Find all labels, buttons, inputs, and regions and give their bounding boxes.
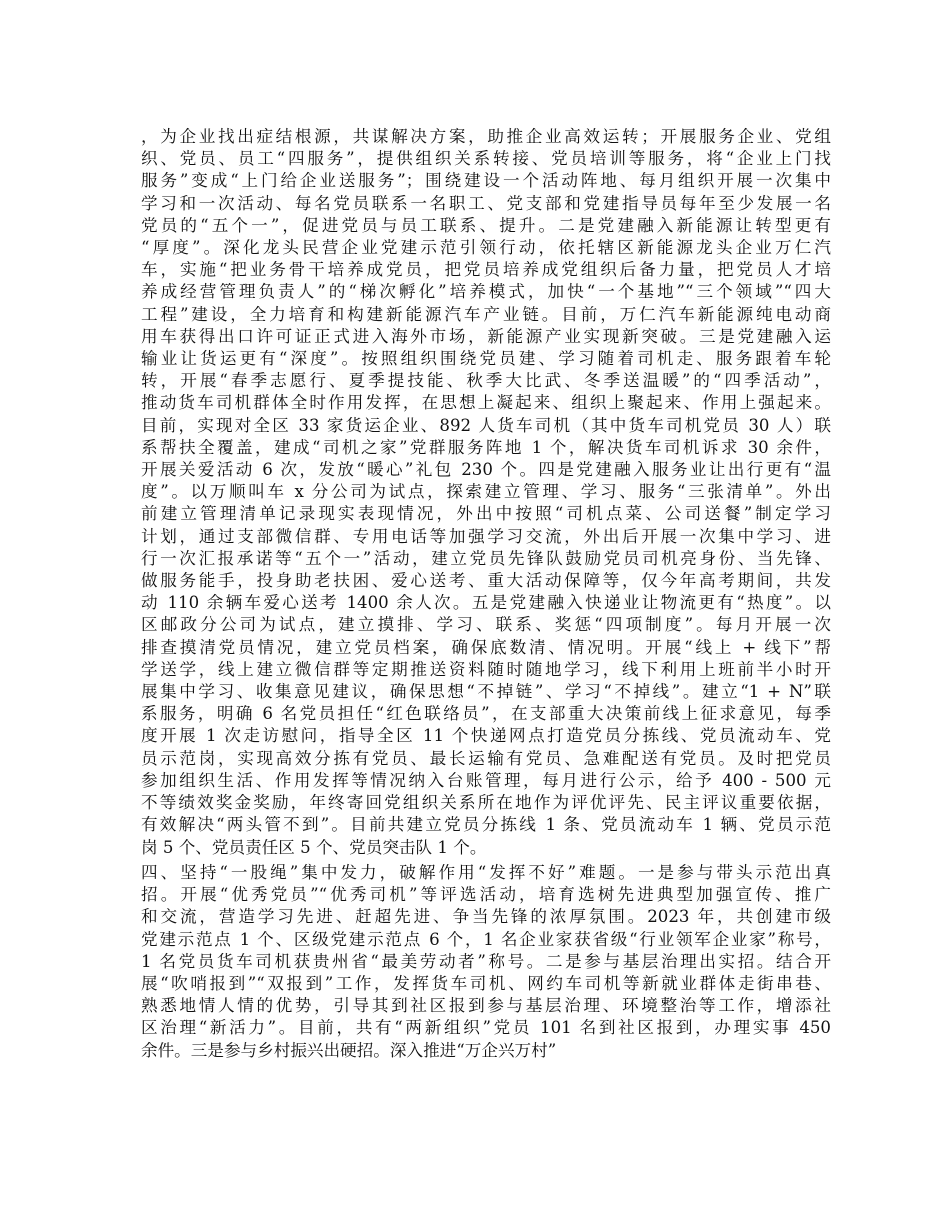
text-line: 四、坚持“一股绳”集中发力，破解作用“发挥不好”难题。一是参与带头示范出真 (141, 863, 831, 882)
text-line: 参加组织生活、作用发挥等情况纳入台账管理，每月进行公示，给予 400 - 500 元 (141, 770, 831, 790)
text-line: 学习和一次活动、每名党员联系一名职工、党支部和党建指导员每年至少发展一名 (141, 193, 831, 213)
text-line: 织、党员、员工“四服务”，提供组织关系转接、党员培训等服务，将“企业上门找 (141, 149, 831, 169)
text-line: 转，开展“春季志愿行、夏季提技能、秋季大比武、冬季送温暖”的“四季活动”， (141, 371, 831, 391)
text-line: 不等绩效奖金奖励，年终寄回党组织关系所在地作为评优评先、民主评议重要依据， (141, 793, 831, 813)
text-line: 目前，实现对全区 33 家货运企业、892 人货车司机（其中货车司机党员 30 人）联 (141, 415, 831, 435)
text-line: 展集中学习、收集意见建议，确保思想“不掉链”、学习“不掉线”。建立“1 + N”联 (141, 682, 831, 702)
text-line: 区邮政分公司为试点，建立摸排、学习、联系、奖惩“四项制度”。每月开展一次 (141, 615, 831, 635)
text-line: 余件。三是参与乡村振兴出硬招。深入推进“万企兴万村” (141, 1040, 557, 1060)
text-line: 输业让货运更有“深度”。按照组织围绕党员建、学习随着司机走、服务跟着车轮 (141, 349, 831, 369)
text-line: 岗 5 个、党员责任区 5 个、党员突击队 1 个。 (141, 837, 487, 857)
text-line: 系帮扶全覆盖，建成“司机之家”党群服务阵地 1 个，解决货车司机诉求 30 余件， (141, 437, 831, 457)
text-line: 开展关爱活动 6 次，发放“暖心”礼包 230 个。四是党建融入服务业让出行更有“温 (141, 460, 831, 480)
text-line: 做服务能手，投身助老扶困、爱心送考、重大活动保障等，仅今年高考期间，共发 (141, 571, 831, 591)
text-line: “厚度”。深化龙头民营企业党建示范引领行动，依托辖区新能源龙头企业万仁汽 (141, 238, 831, 258)
text-line: 招。开展“优秀党员”“优秀司机”等评选活动，培育选树先进典型加强宣传、推广 (141, 885, 831, 905)
text-line: 和交流，营造学习先进、赶超先进、争当先锋的浓厚氛围。2023 年，共创建市级 (141, 907, 831, 927)
body-paragraph-section-four (141, 862, 831, 1062)
body-paragraph-party-building-integration (141, 126, 831, 859)
text-line: 系服务，明确 6 名党员担任“红色联络员”，在支部重大决策前线上征求意见，每季 (141, 704, 831, 724)
text-line: 员示范岗，实现高效分拣有党员、最长运输有党员、急难配送有党员。及时把党员 (141, 748, 831, 768)
text-line: 度开展 1 次走访慰问，指导全区 11 个快递网点打造党员分拣线、党员流动车、党 (141, 726, 831, 746)
text-line: 动 110 余辆车爱心送考 1400 余人次。五是党建融入快递业让物流更有“热度”。以 (141, 593, 831, 613)
text-line: 排查摸清党员情况，建立党员档案，确保底数清、情况明。开展“线上 + 线下”帮 (141, 637, 831, 657)
text-line: 服务”变成“上门给企业送服务”；围绕建设一个活动阵地、每月组织开展一次集中 (141, 171, 831, 191)
text-line: 工程”建设，全力培育和构建新能源汽车产业链。目前，万仁汽车新能源纯电动商 (141, 304, 831, 324)
text-line: ，为企业找出症结根源，共谋解决方案，助推企业高效运转；开展服务企业、党组 (141, 127, 831, 146)
text-line: 展“吹哨报到”“双报到”工作，发挥货车司机、网约车司机等新就业群体走街串巷、 (141, 974, 831, 994)
text-line: 熟悉地情人情的优势，引导其到社区报到参与基层治理、环境整治等工作，增添社 (141, 996, 831, 1016)
text-line: 党员的“五个一”，促进党员与员工联系、提升。二是党建融入新能源让转型更有 (141, 215, 831, 235)
text-line: 有效解决“两头管不到”。目前共建立党员分拣线 1 条、党员流动车 1 辆、党员示范 (141, 815, 831, 835)
text-line: 学送学，线上建立微信群等定期推送资料随时随地学习，线下利用上班前半小时开 (141, 659, 831, 679)
text-line: 计划，通过支部微信群、专用电话等加强学习交流，外出后开展一次集中学习、进 (141, 526, 831, 546)
text-line: 前建立管理清单记录现实表现情况，外出中按照“司机点菜、公司送餐”制定学习 (141, 504, 831, 524)
text-line: 党建示范点 1 个、区级党建示范点 6 个，1 名企业家获省级“行业领军企业家”称号， (141, 929, 831, 949)
text-line: 1 名党员货车司机获贵州省“最美劳动者”称号。二是参与基层治理出实招。结合开 (141, 951, 831, 971)
text-line: 度”。以万顺叫车 x 分公司为试点，探索建立管理、学习、服务“三张清单”。外出 (141, 482, 831, 502)
text-line: 推动货车司机群体全时作用发挥，在思想上凝起来、组织上聚起来、作用上强起来。 (141, 393, 831, 413)
text-line: 养成经营管理负责人”的“梯次孵化”培养模式，加快“一个基地”“三个领域”“四大 (141, 282, 831, 302)
text-line: 行一次汇报承诺等“五个一”活动，建立党员先锋队鼓励党员司机亮身份、当先锋、 (141, 548, 831, 568)
text-line: 车，实施“把业务骨干培养成党员，把党员培养成党组织后备力量，把党员人才培 (141, 260, 831, 280)
text-line: 用车获得出口许可证正式进入海外市场，新能源产业实现新突破。三是党建融入运 (141, 326, 831, 346)
text-line: 区治理“新活力”。目前，共有“两新组织”党员 101 名到社区报到，办理实事 450 (141, 1018, 831, 1038)
